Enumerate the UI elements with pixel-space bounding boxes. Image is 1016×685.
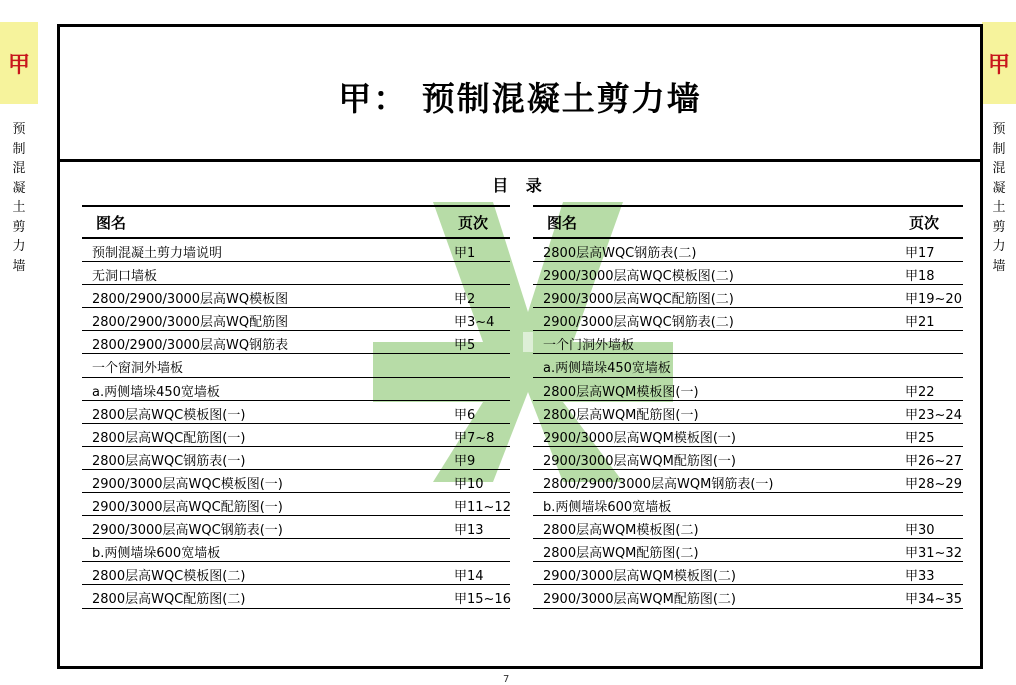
toc-entry-page: 甲3~4: [454, 315, 495, 331]
toc-table-left: [82, 205, 510, 609]
toc-row[interactable]: [82, 378, 510, 401]
toc-entry-name: 2800层高WQC配筋图(二): [92, 592, 246, 608]
toc-entry-name: 2900/3000层高WQC模板图(二): [543, 269, 734, 285]
section-char: 预: [12, 122, 26, 137]
toc-entry-name: 2800层高WQM模板图(一): [543, 384, 699, 400]
toc-entry-name: 2800/2900/3000层高WQ模板图: [92, 292, 289, 308]
section-char: 混: [12, 161, 26, 176]
toc-entry-page: 甲23~24: [905, 407, 962, 423]
page-title: 甲： 预制混凝土剪力墙: [338, 78, 702, 118]
header-page: 页次: [909, 214, 940, 232]
toc-entry-name: 2900/3000层高WQM配筋图(二): [543, 592, 736, 608]
toc-row[interactable]: [82, 401, 510, 424]
section-char: 制: [12, 141, 26, 157]
section-char: 剪: [12, 219, 26, 235]
section-label-left: [0, 120, 38, 276]
toc-entry-name: b.两侧墙垛600宽墙板: [543, 500, 672, 516]
section-char: 凝: [12, 180, 26, 196]
toc-entry-name: a.两侧墙垛450宽墙板: [92, 384, 220, 400]
title-box: [60, 27, 980, 162]
section-char: 凝: [992, 180, 1006, 196]
header-name: 图名: [96, 214, 127, 232]
toc-row[interactable]: [533, 354, 963, 377]
toc-entry-page: 甲9: [454, 453, 476, 469]
section-char: 预: [992, 122, 1006, 137]
toc-row[interactable]: [82, 562, 510, 585]
toc-entry-page: 甲22: [905, 384, 935, 400]
toc-row[interactable]: [533, 378, 963, 401]
toc-row[interactable]: [533, 308, 963, 331]
toc-entry-name: 2800/2900/3000层高WQ配筋图: [92, 315, 289, 331]
toc-entry-page: 甲34~35: [905, 592, 962, 608]
toc-row[interactable]: [82, 470, 510, 493]
toc-row[interactable]: [533, 470, 963, 493]
toc-row[interactable]: [533, 516, 963, 539]
toc-entry-page: 甲33: [905, 569, 935, 585]
toc-entry-name: 一个门洞外墙板: [543, 338, 635, 354]
toc-row[interactable]: [533, 447, 963, 470]
section-tab-right[interactable]: 甲: [982, 22, 1016, 104]
toc-row[interactable]: [82, 585, 510, 608]
toc-entry-name: 2900/3000层高WQC配筋图(一): [92, 500, 283, 516]
toc-row[interactable]: [533, 562, 963, 585]
toc-row[interactable]: [82, 239, 510, 262]
toc-entry-page: 甲7~8: [454, 430, 495, 446]
section-char: 墙: [992, 258, 1006, 274]
toc-entry-page: 甲10: [454, 476, 484, 492]
toc-row[interactable]: [533, 331, 963, 354]
toc-entry-page: 甲17: [905, 246, 935, 261]
toc-entry-page: 甲1: [454, 246, 476, 261]
section-char: 制: [992, 141, 1006, 157]
table-header: [533, 205, 963, 239]
toc-row[interactable]: [82, 285, 510, 308]
toc-row[interactable]: [533, 539, 963, 562]
section-char: 土: [992, 200, 1006, 215]
toc-entry-name: 2800层高WQM模板图(二): [543, 523, 699, 539]
toc-row[interactable]: [533, 424, 963, 447]
toc-entry-name: 2900/3000层高WQC模板图(一): [92, 476, 283, 492]
toc-entry-name: 2800/2900/3000层高WQM钢筋表(一): [543, 476, 774, 492]
toc-row[interactable]: [82, 262, 510, 285]
toc-entry-name: 2800层高WQM配筋图(二): [543, 546, 699, 562]
section-char: 力: [992, 239, 1006, 254]
toc-entry-page: 甲15~16: [454, 592, 511, 608]
toc-entry-page: 甲30: [905, 523, 935, 539]
header-name: 图名: [547, 214, 578, 232]
section-label-right: [982, 120, 1016, 276]
toc-entry-page: 甲14: [454, 569, 484, 585]
toc-entry-page: 甲18: [905, 269, 935, 285]
toc-entry-name: 2800层高WQC钢筋表(二): [543, 246, 697, 261]
toc-row[interactable]: [82, 354, 510, 377]
section-char: 墙: [12, 258, 26, 274]
toc-table-right: [533, 205, 963, 609]
toc-entry-page: 甲11~12: [454, 500, 511, 516]
toc-heading: 目 录: [492, 176, 548, 195]
toc-entry-name: 2900/3000层高WQC钢筋表(一): [92, 523, 283, 539]
header-page: 页次: [458, 214, 489, 232]
table-header: [82, 205, 510, 239]
toc-entry-name: 预制混凝土剪力墙说明: [92, 246, 223, 261]
toc-row[interactable]: [533, 262, 963, 285]
toc-entry-name: 2800层高WQC钢筋表(一): [92, 453, 246, 469]
toc-row[interactable]: [533, 401, 963, 424]
toc-entry-page: 甲25: [905, 430, 935, 446]
toc-row[interactable]: [82, 331, 510, 354]
section-char: 混: [992, 161, 1006, 176]
toc-row[interactable]: [533, 493, 963, 516]
toc-entry-name: 2800层高WQM配筋图(一): [543, 407, 699, 423]
toc-entry-name: 无洞口墙板: [92, 269, 158, 285]
toc-row[interactable]: [82, 493, 510, 516]
toc-entry-page: 甲26~27: [905, 453, 962, 469]
toc-row[interactable]: [82, 308, 510, 331]
toc-entry-name: 2800层高WQC模板图(二): [92, 569, 246, 585]
toc-entry-page: 甲6: [454, 407, 476, 423]
toc-row[interactable]: [82, 516, 510, 539]
toc-row[interactable]: [82, 539, 510, 562]
toc-entry-name: 2900/3000层高WQM模板图(二): [543, 569, 736, 585]
toc-entry-page: 甲28~29: [905, 476, 962, 492]
section-char: 力: [12, 239, 26, 254]
toc-entry-name: 2900/3000层高WQC钢筋表(二): [543, 315, 734, 331]
toc-entry-page: 甲21: [905, 315, 935, 331]
page-number: 7: [503, 674, 510, 685]
toc-entry-name: 2800层高WQC模板图(一): [92, 407, 246, 423]
toc-entry-page: 甲2: [454, 292, 476, 308]
toc-entry-name: a.两侧墙垛450宽墙板: [543, 361, 671, 377]
toc-entry-name: 2900/3000层高WQM模板图(一): [543, 430, 736, 446]
toc-row[interactable]: [82, 424, 510, 447]
toc-entry-name: 2800层高WQC配筋图(一): [92, 430, 246, 446]
section-char: 土: [12, 200, 26, 215]
toc-entry-name: 一个窗洞外墙板: [92, 361, 184, 377]
section-tab-left[interactable]: 甲: [0, 22, 38, 104]
page-frame: [57, 24, 983, 669]
toc-entry-page: 甲13: [454, 523, 484, 539]
toc-row[interactable]: [533, 585, 963, 608]
toc-entry-name: 2900/3000层高WQM配筋图(一): [543, 453, 736, 469]
toc-row[interactable]: [82, 447, 510, 470]
toc-entry-page: 甲31~32: [905, 546, 962, 562]
toc-entry-name: 2900/3000层高WQC配筋图(二): [543, 292, 734, 308]
toc-row[interactable]: [533, 239, 963, 262]
toc-entry-page: 甲5: [454, 338, 476, 354]
toc-entry-page: 甲19~20: [905, 292, 962, 308]
toc-entry-name: 2800/2900/3000层高WQ钢筋表: [92, 338, 289, 354]
toc-entry-name: b.两侧墙垛600宽墙板: [92, 546, 221, 562]
toc-row[interactable]: [533, 285, 963, 308]
section-char: 剪: [992, 219, 1006, 235]
